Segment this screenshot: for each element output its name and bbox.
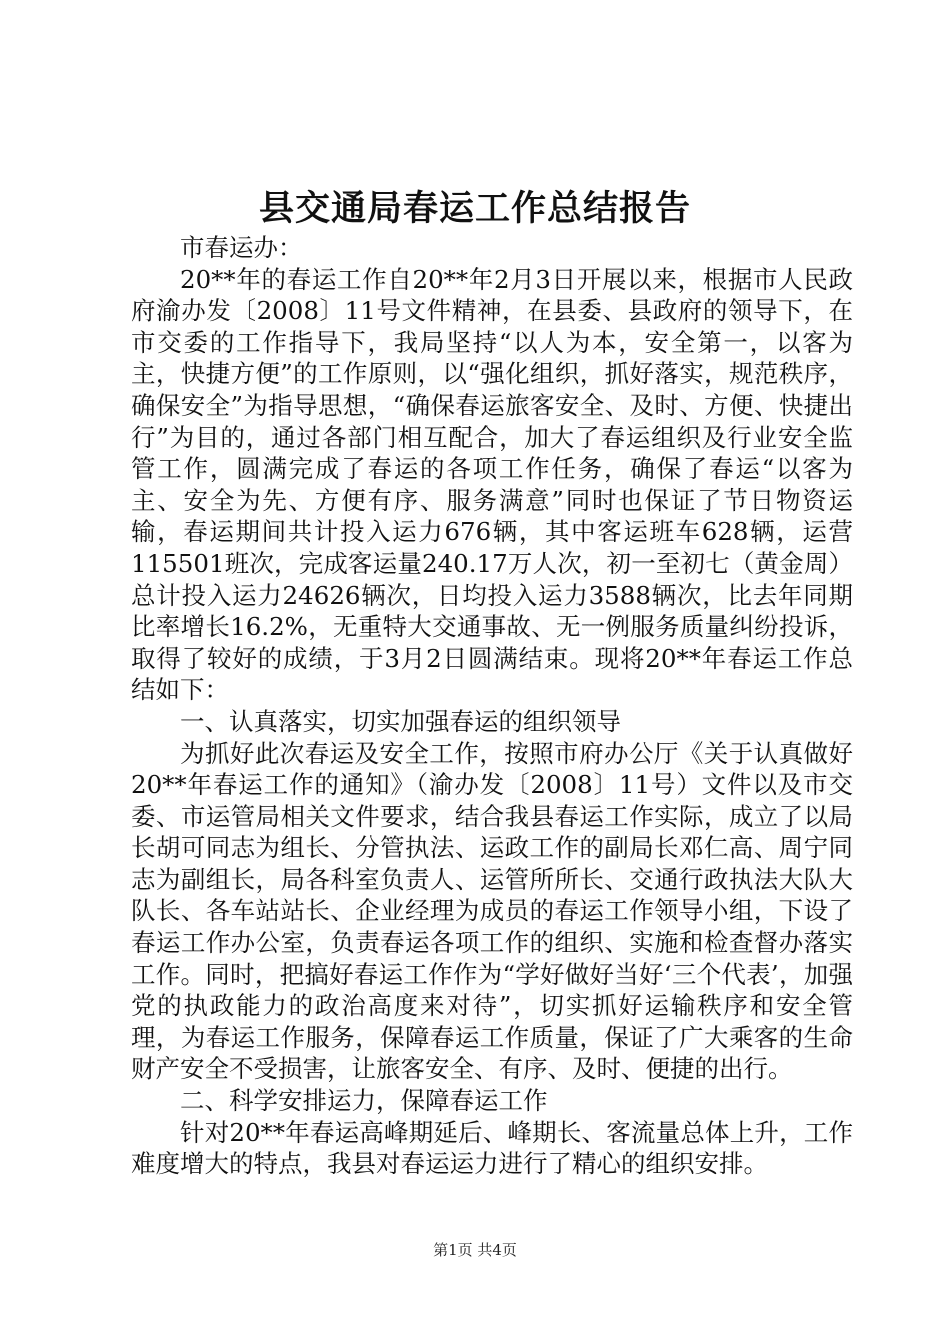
paragraph-intro: 20**年的春运工作自20**年2月3日开展以来，根据市人民政府渝办发〔2008〕11号文件精神，在县委、县政府的领导下，在市交委的工作指导下，我局坚持“以人为本，安全第一，以客为主，快捷方便”的工作原则，以“强化组织，抓好落实，规范秩序，确保安全”为指导思想，“确保春运旅客安全、及时、方便、快捷出行”为目的，通过各部门相互配合，加大了春运组织及行业安全监管工作，圆满完成了春运的各项工作任务，确保了春运“以客为主、安全为先、方便有序、服务满意”同时也保证了节日物资运输，春运期间共计投入运力676辆，其中客运班车628辆，运营115501班次，完成客运量240.17万人次，初一至初七（黄金周）总计投入运力24626辆次，日均投入运力3588辆次，比去年同期比率增长16.2%，无重特大交通事故、无一例服务质量纠纷投诉，取得了较好的成绩，于3月2日圆满结束。现将20**年春运工作总结如下： xyxy=(131,264,853,705)
page-title: 县交通局春运工作总结报告 xyxy=(258,188,691,229)
document-body xyxy=(131,232,853,1180)
paragraph-section-2: 针对20**年春运高峰期延后、峰期长、客流量总体上升，工作难度增大的特点，我县对春运运力进行了精心的组织安排。 xyxy=(131,1117,853,1179)
section-heading-2: 二、科学安排运力，保障春运工作 xyxy=(180,1086,548,1116)
paragraph-section-1: 为抓好此次春运及安全工作，按照市府办公厅《关于认真做好20**年春运工作的通知》（渝办发〔2008〕11号）文件以及市交委、市运管局相关文件要求，结合我县春运工作实际，成立了以局长胡可同志为组长、分管执法、运政工作的副局长邓仁高、周宁同志为副组长，局各科室负责人、运管所所长、交通行政执法大队大队长、各车站站长、企业经理为成员的春运工作领导小组，下设了春运工作办公室，负责春运各项工作的组织、实施和检查督办落实工作。同时，把搞好春运工作作为“学好做好当好‘三个代表’，加强党的执政能力的政治高度来对待”，切实抓好运输秩序和安全管理，为春运工作服务，保障春运工作质量，保证了广大乘客的生命财产安全不受损害，让旅客安全、有序、及时、便捷的出行。 xyxy=(131,738,853,1084)
page-footer: 第1页 共4页 xyxy=(433,1241,517,1259)
salutation: 市春运办： xyxy=(180,233,303,262)
section-heading-1: 一、认真落实，切实加强春运的组织领导 xyxy=(180,706,621,736)
